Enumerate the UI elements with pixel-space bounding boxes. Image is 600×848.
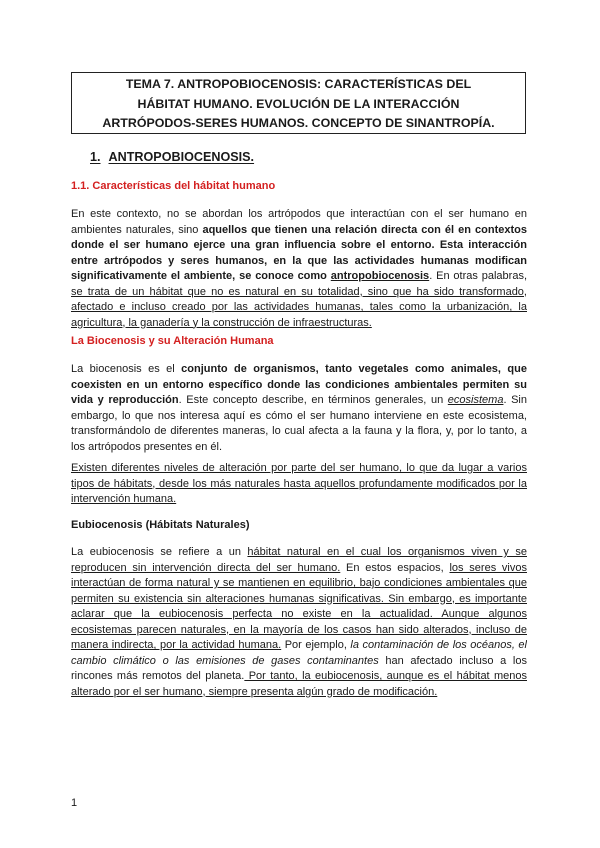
subsection-heading: La Biocenosis y su Alteración Humana [71,335,274,347]
text-line: aclarar que la eubiocenosis perfecta no existe en la actualidad. Aunque algunos [71,608,527,620]
text-line: alterado por el ser humano, siempre presenta algún grado de modificación. [71,685,438,698]
section-label: ANTROPOBIOCENOSIS. [108,150,255,164]
text-run: significativamente el ambiente, se conoce como [71,270,331,282]
text-line [71,269,527,285]
text-run: . Sin [503,394,527,406]
text-run: Por ejemplo, [281,639,351,651]
text-run: La biocenosis es el [71,363,182,375]
text-run: . Este concepto describe, en términos generales, un [178,394,448,406]
text-run: conjunto de organismos, tanto vegetales como animales, que [181,363,527,375]
text-line: donde el ser humano ejerce una gran influencia sobre el entorno. Esta interacción [71,239,527,251]
text-line: En este contexto, no se abordan los artrópodos que interactúan con el ser humano en [71,208,527,220]
text-line [71,669,527,685]
text-line: transformándolo de diferentes maneras, lo cual afecta a la fauna y la flora, y, por lo tanto, a [71,425,527,437]
text-run: . En otras palabras, [429,270,527,282]
text-run: los seres vivos [449,561,527,574]
text-line: coexisten en un entorno específico donde las condiciones ambientales permiten su [71,378,527,391]
text-line [71,638,527,654]
text-run: rincones más remotos del planeta. [71,670,245,682]
text-run: Por tanto, la eubiocenosis, aunque es el hábitat menos [244,670,527,682]
text-run: manera indirecta, por la actividad humana. [71,639,282,651]
text-line: interactúan de forma natural y se mantienen en equilibrio, bajo condiciones ambientales que [71,577,527,589]
paragraph [71,545,527,700]
text-line: afectado e incluso creado por las actividades humanas, tales como la urbanización, la [71,301,527,313]
text-run: En estos espacios, [340,561,450,574]
text-line: permiten su existencia sin alteraciones humanas significativas. Sin embargo, es importante [71,592,527,605]
section-number: 1. [90,150,101,164]
text-line [71,393,527,409]
text-run: La eubiocenosis se refiere a un [71,546,248,558]
text-line: embargo, lo que nos interesa aquí es cómo el ser humano interviene en este ecosistema, [71,409,527,422]
text-run: antropobiocenosis [330,270,430,282]
paragraph [71,461,527,508]
text-run: hábitat natural en el cual los organismos viven y se [247,546,527,558]
title-line: TEMA 7. ANTROPOBIOCENOSIS: CARACTERÍSTICAS DEL [125,77,472,91]
text-run: han afectado incluso a los [378,654,527,667]
text-run: cambio climático o las emisiones de gases contaminantes [71,654,379,667]
text-line: agricultura, la ganadería y la construcción de infraestructuras. [71,316,372,329]
title-line: HÁBITAT HUMANO. EVOLUCIÓN DE LA INTERACCIÓN [137,96,460,111]
text-line: Existen diferentes niveles de alteración por parte del ser humano, lo que da lugar a varios [71,462,527,474]
text-line [71,561,527,577]
text-line: intervención humana. [71,493,177,505]
subsection-heading: Eubiocenosis (Hábitats Naturales) [71,519,250,531]
text-run: ambientes naturales, sino [71,223,203,236]
page-number: 1 [71,797,78,809]
text-run: aquellos que tienen una relación directa con él en contextos [202,223,527,236]
title-line: ARTRÓPODOS-SERES HUMANOS. CONCEPTO DE SINANTROPÍA. [102,116,495,130]
text-run: vida y reproducción [71,394,179,406]
text-line: tipos de hábitats, desde los más naturales hasta aquellos profundamente modificados por la [71,477,527,490]
text-line [71,654,527,670]
text-line [71,223,527,239]
text-line: ecosistemas parecen naturales, en la mayoría de los casos han sido alterados, incluso de [71,623,527,636]
text-run: ecosistema [447,394,504,406]
text-line: los artrópodos presentes en él. [71,440,223,453]
subsection-heading: 1.1. Características del hábitat humano [71,180,276,192]
text-line [71,545,527,561]
section-heading [90,150,254,164]
text-line: entre artrópodos y seres humanos, en la que las actividades humanas modifican [71,254,527,267]
text-line: se trata de un hábitat que no es natural en su totalidad, sino que ha sido transformado, [71,285,527,298]
text-line [71,362,527,378]
title-box [71,72,526,134]
text-run: la contaminación de los océanos, el [350,639,527,651]
paragraph [71,362,527,455]
paragraph [71,207,527,331]
text-run: reproducen sin intervención directa del ser humano. [71,561,341,574]
